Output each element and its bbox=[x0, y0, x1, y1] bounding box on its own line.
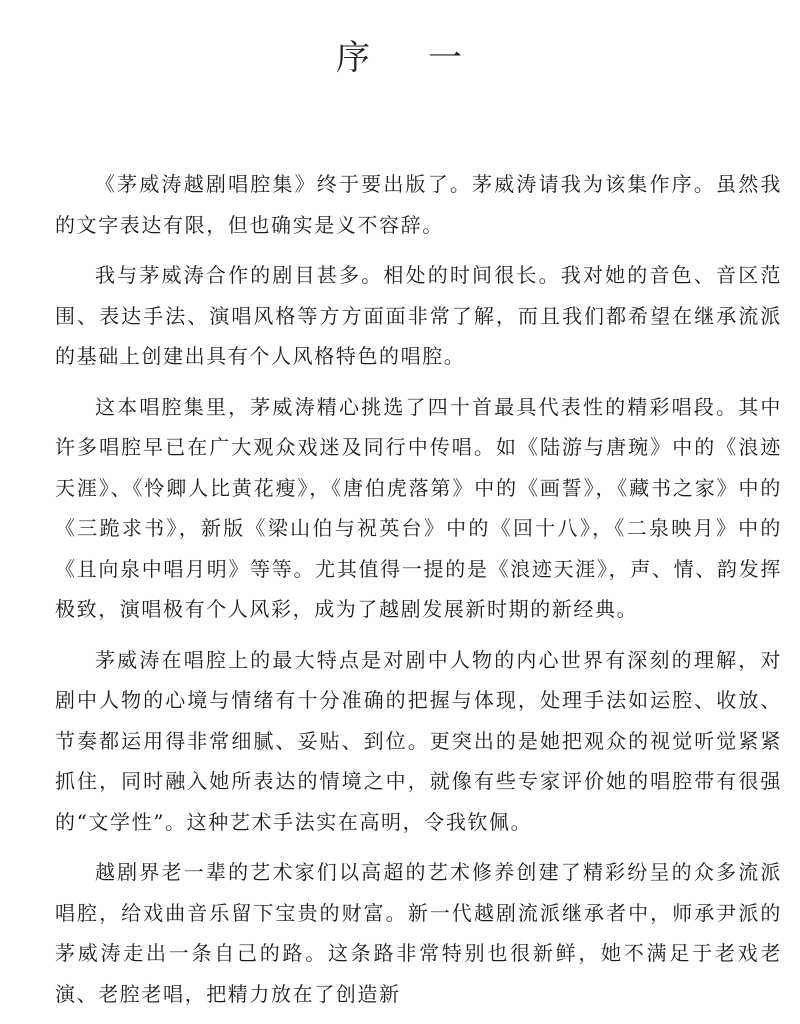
paragraph-1: 《茅威涛越剧唱腔集》终于要出版了。茅威涛请我为该集作序。虽然我的文字表达有限，但也确实是义不容辞。 bbox=[55, 172, 782, 237]
title-char-1: 序 bbox=[336, 38, 372, 78]
page-title bbox=[0, 30, 800, 79]
paragraph-4: 茅威涛在唱腔上的最大特点是对剧中人物的内心世界有深刻的理解，对剧中人物的心境与情绪有十分准确的把握与体现，处理手法如运腔、收放、节奏都运用得非常细腻、妥贴、到位。更突出的是她把观众的视觉听觉紧紧抓住，同时融入她所表达的情境之中，就像有些专家评价她的唱腔带有很强的“文学性”。这种艺术手法实在高明，令我钦佩。 bbox=[55, 647, 782, 834]
paragraph-3: 这本唱腔集里，茅威涛精心挑选了四十首最具代表性的精彩唱段。其中许多唱腔早已在广大观众戏迷及同行中传唱。如《陆游与唐琬》中的《浪迹天涯》、《怜卿人比黄花瘦》，《唐伯虎落第》中的《画誓》，《藏书之家》中的《三跪求书》，新版《梁山伯与祝英台》中的《回十八》，《二泉映月》中的《且向泉中唱月明》等等。尤其值得一提的是《浪迹天涯》，声、情、韵发挥极致，演唱极有个人风彩，成为了越剧发展新时期的新经典。 bbox=[55, 394, 782, 621]
preface-body bbox=[55, 164, 782, 1024]
paragraph-5: 越剧界老一辈的艺术家们以高超的艺术修养创建了精彩纷呈的众多流派唱腔，给戏曲音乐留下宝贵的财富。新一代越剧流派继承者中，师承尹派的茅威涛走出一条自己的路。这条路非常特别也很新鲜，她不满足于老戏老演、老腔老唱，把精力放在了创造新 bbox=[55, 860, 782, 1006]
title-char-2: 一 bbox=[428, 38, 464, 78]
paragraph-2: 我与茅威涛合作的剧目甚多。相处的时间很长。我对她的音色、音区范围、表达手法、演唱风格等方方面面非常了解，而且我们都希望在继承流派的基础上创建出具有个人风格特色的唱腔。 bbox=[55, 263, 782, 368]
